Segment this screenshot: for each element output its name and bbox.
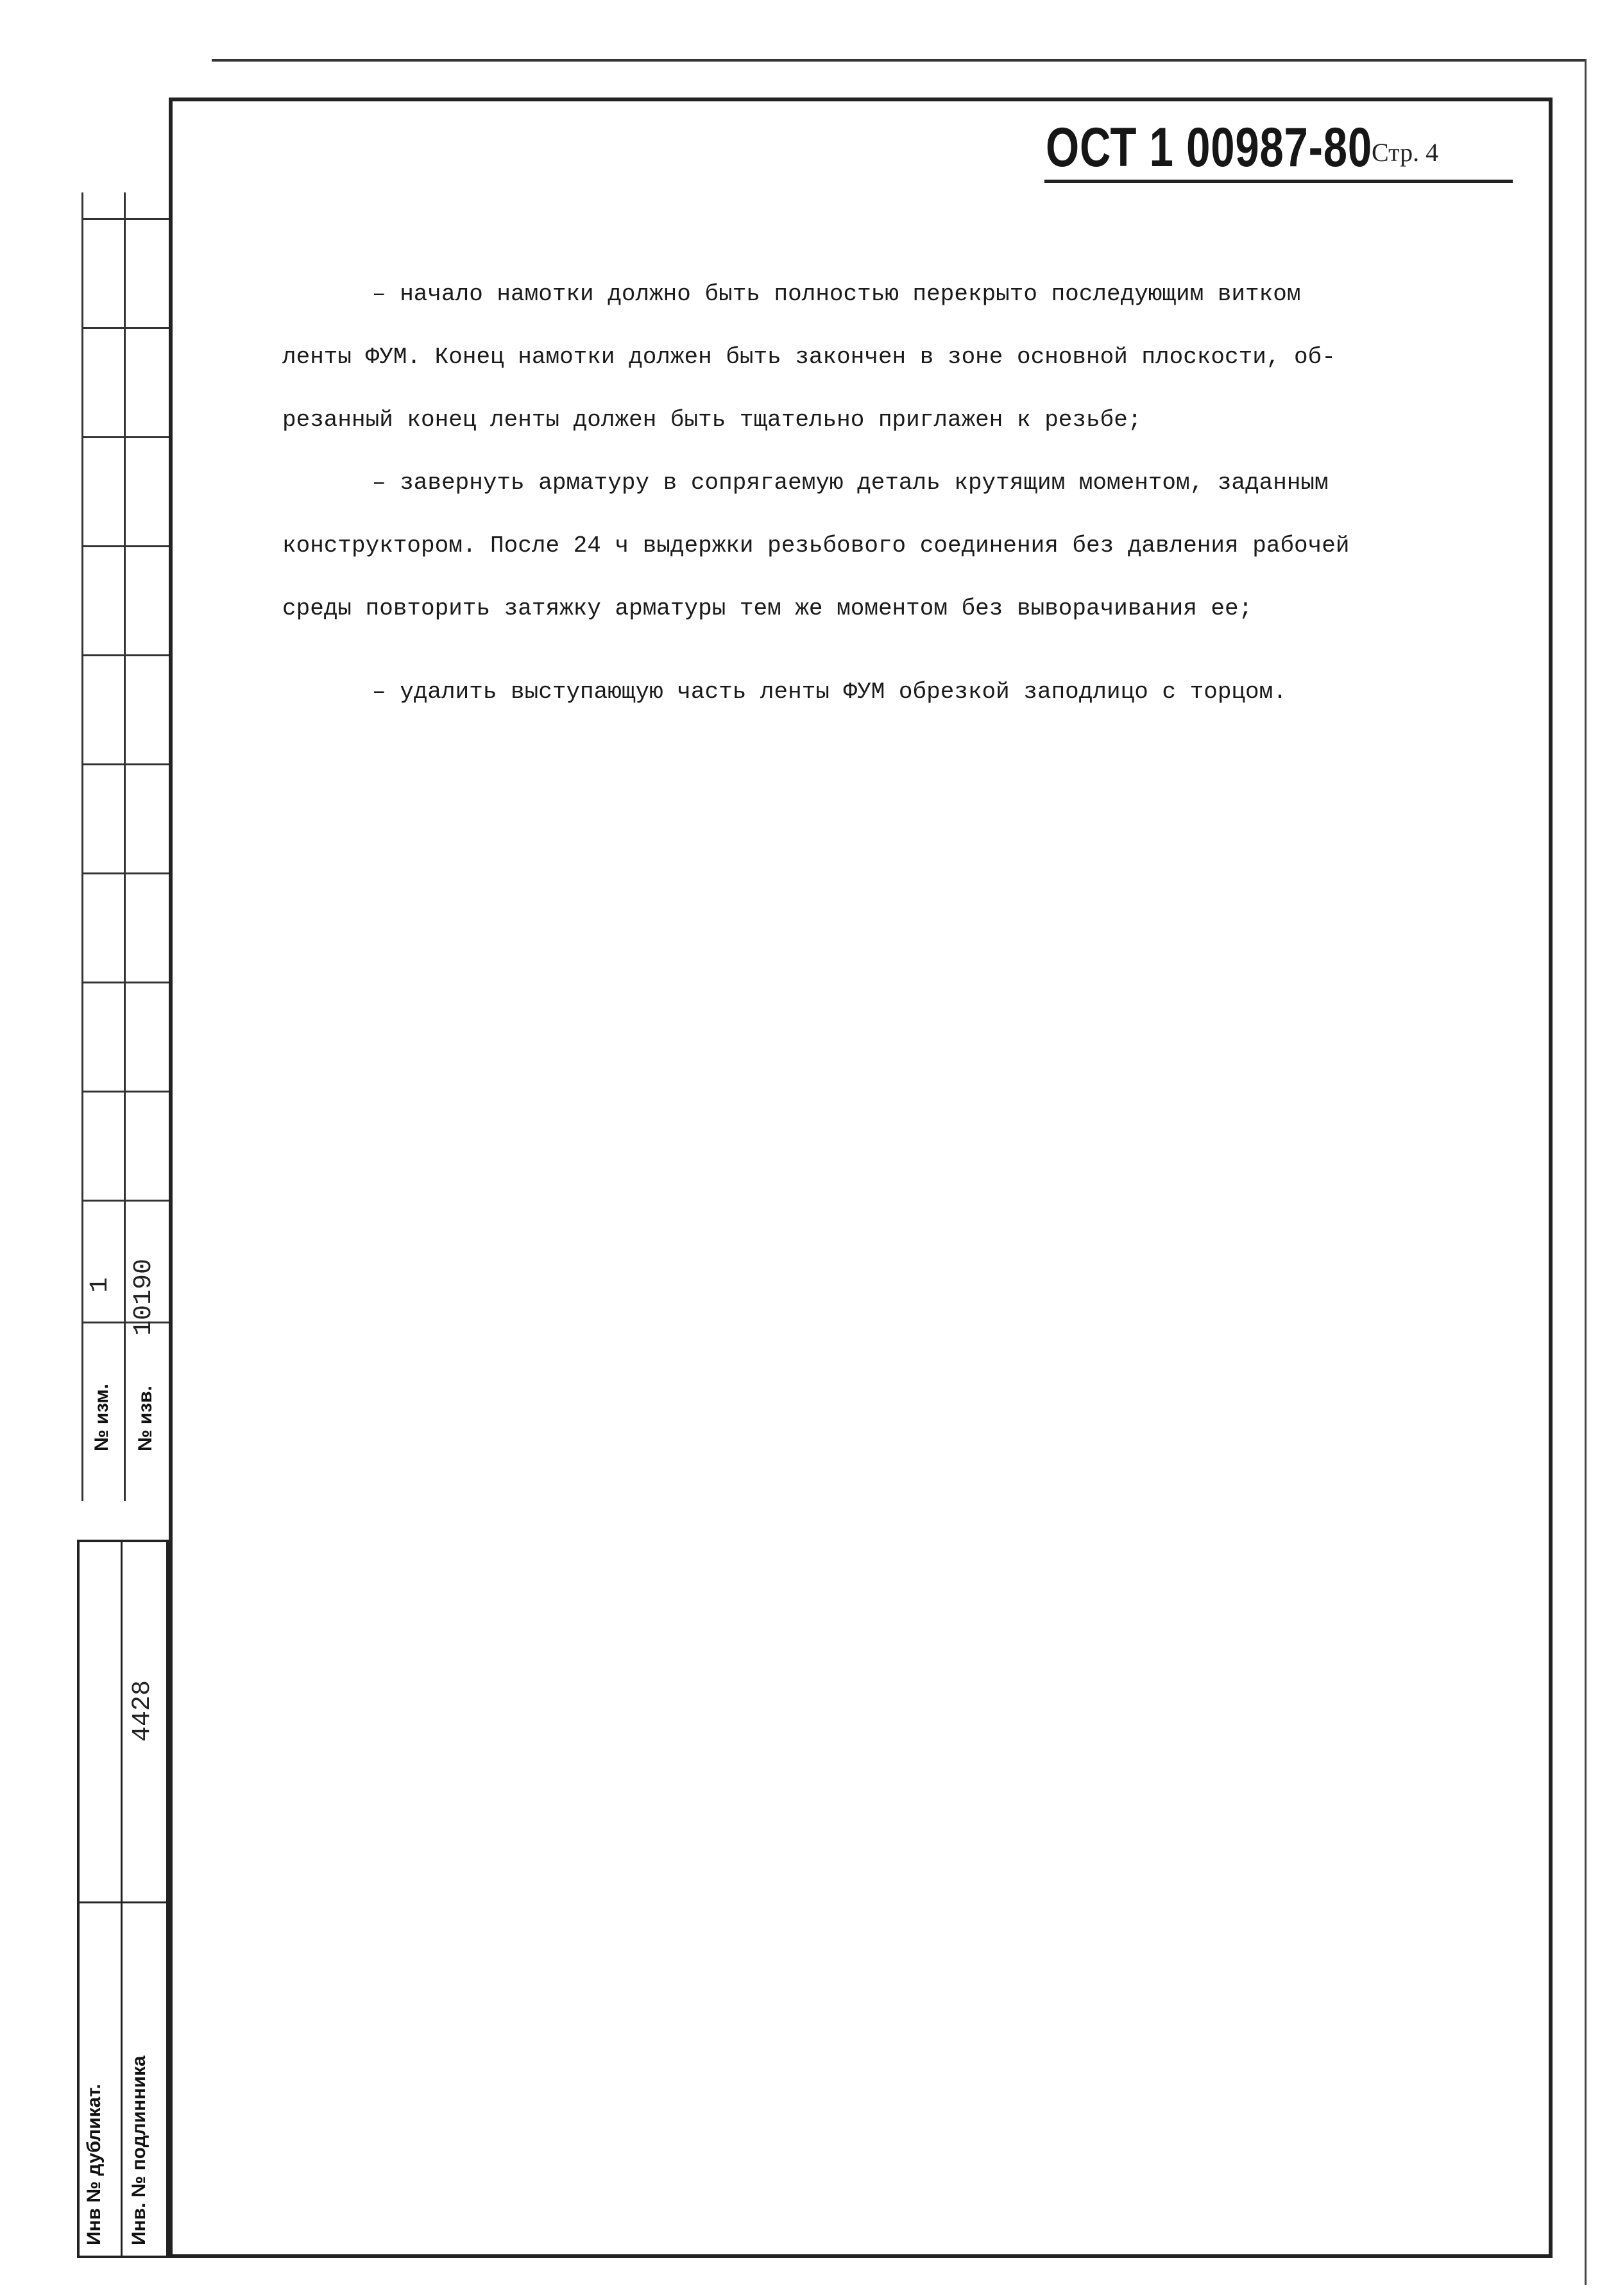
text-line: конструктором. После 24 ч выдержки резьбового соединения без давления рабочей [282, 532, 1350, 559]
block-divider [121, 1542, 123, 2256]
text-line: ленты ФУМ. Конец намотки должен быть закончен в зоне основной плоскости, об- [282, 344, 1336, 370]
block-separator [80, 1901, 166, 1903]
grid-line [81, 218, 169, 220]
text-line: – начало намотки должно быть полностью перекрыто последующим витком [372, 281, 1301, 307]
grid-line [124, 192, 126, 1501]
original-inventory-value: 4428 [128, 1679, 157, 1742]
notice-number-label: № изв. [135, 1386, 156, 1451]
grid-line [81, 982, 169, 983]
notice-number-value: 10190 [130, 1258, 158, 1336]
grid-line [81, 1091, 169, 1093]
paragraph-gap [282, 640, 1482, 661]
change-number-label: № изм. [91, 1384, 112, 1451]
document-header [1039, 115, 1514, 186]
standard-code: ОСТ 1 00987-80 [1046, 117, 1372, 178]
change-number-value: 1 [86, 1277, 115, 1293]
header-underline [1044, 180, 1513, 183]
grid-line [81, 192, 83, 1501]
text-line: среды повторить затяжку арматуры тем же моментом без выворачивания ее; [282, 595, 1253, 622]
text-line: резанный конец ленты должен быть тщательно приглажен к резьбе; [282, 407, 1142, 433]
grid-line [81, 327, 169, 329]
duplicate-inventory-label: Инв № дубликат. [83, 2084, 105, 2245]
page-top-rule [212, 59, 1585, 62]
grid-line [81, 763, 169, 765]
page-right-rule [1585, 59, 1587, 2285]
grid-line [81, 545, 169, 547]
page-number: Стр. 4 [1372, 138, 1439, 167]
grid-line [81, 436, 169, 438]
body-text [282, 263, 1482, 724]
grid-line [81, 872, 169, 874]
text-line: – удалить выступающую часть ленты ФУМ обрезкой заподлицо с торцом. [372, 679, 1287, 705]
text-line: – завернуть арматуру в сопрягаемую деталь крутящим моментом, заданным [372, 470, 1329, 496]
original-inventory-label: Инв. № подлинника [128, 2055, 149, 2245]
grid-line [81, 654, 169, 656]
grid-line [81, 1200, 169, 1202]
